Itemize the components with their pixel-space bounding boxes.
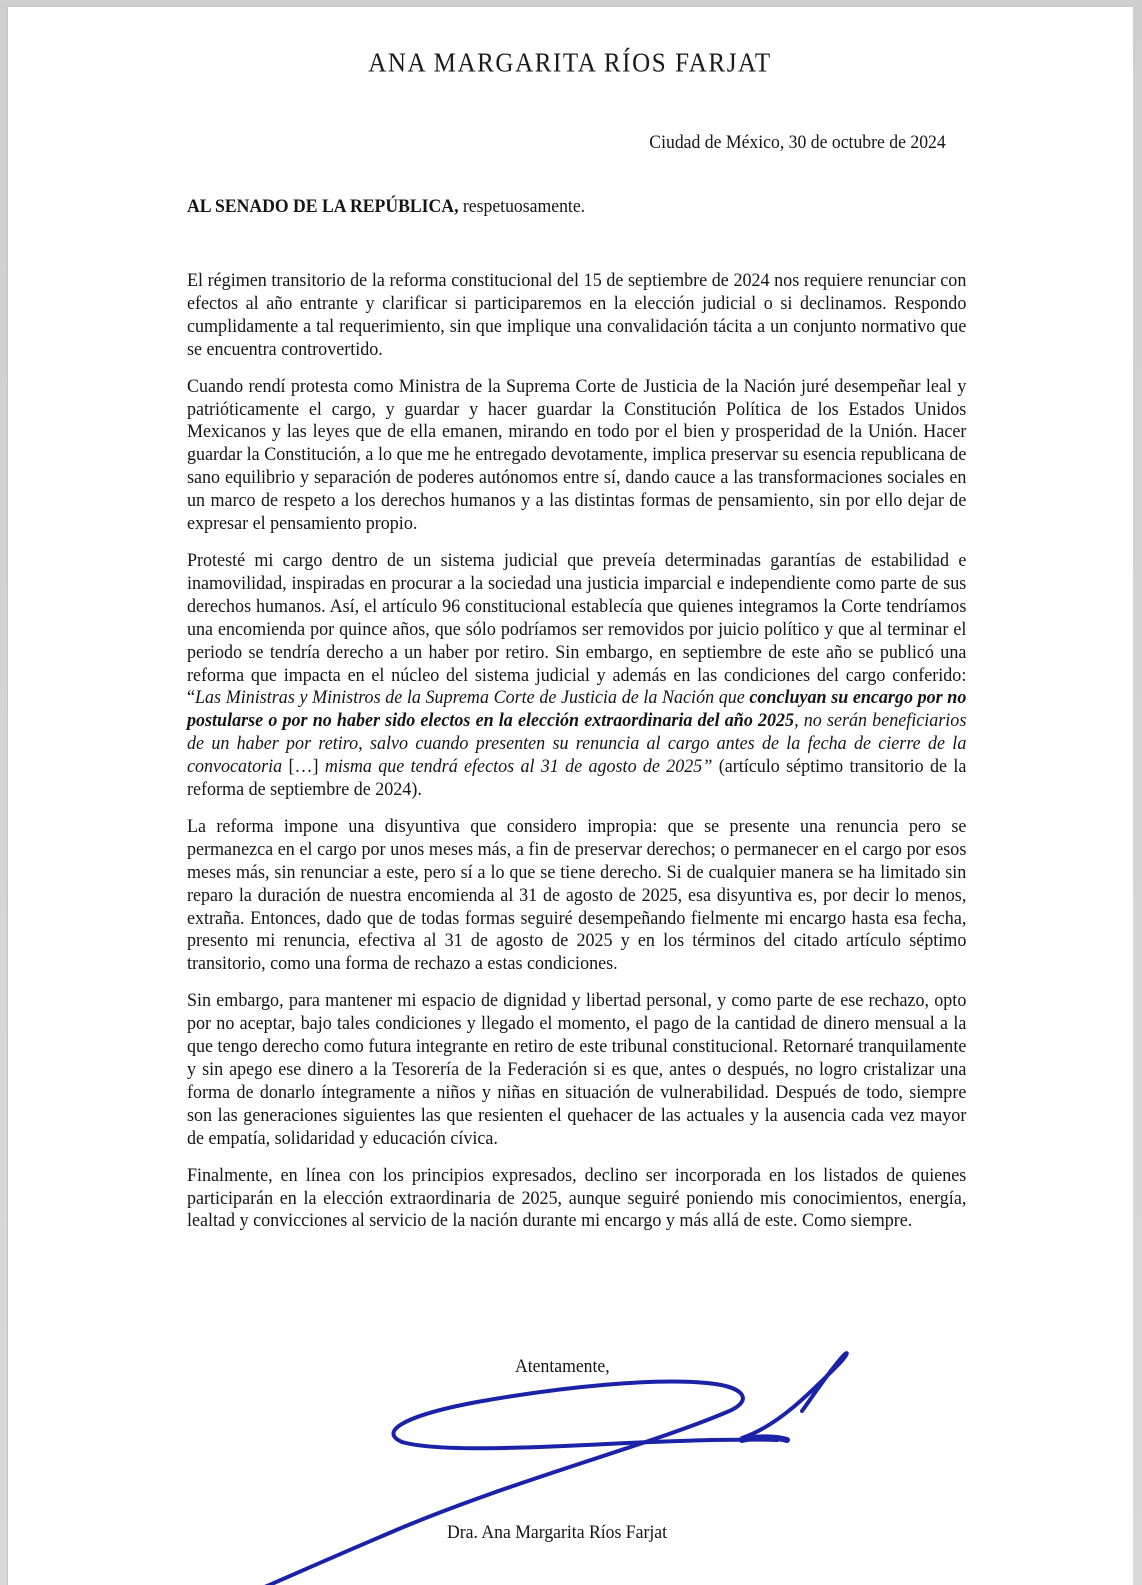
addressee [187,196,585,218]
valediction: Atentamente, [515,1356,610,1377]
paragraph-5: Sin embargo, para mantener mi espacio de dignidad y libertad personal, y como parte de ese rechazo, opto por no aceptar, bajo tales condiciones y llegado el momento, el pago de la cantidad de dinero mensual a la que tengo derecho como futura integrante en retiro de este tribunal constitucional. Retornaré tranquilamente y sin apego ese dinero a la Tesorería de la Federación si es que, antes o después, no logro cristalizar una forma de donarlo íntegramente a niños y niñas en situación de vulnerabilidad. Después de todo, siempre son las generaciones siguientes las que resienten el quehacer de las actuales y la ausencia cada vez mayor de empatía, solidaridad y educación cívica. [187,990,967,1149]
paragraph-1: El régimen transitorio de la reforma constitucional del 15 de septiembre de 2024 nos requiere renunciar con efectos al año entrante y clarificar si participaremos en la elección judicial o si declinamos. Respondo cumplidamente a tal requerimiento, sin que implique una convalidación tácita a un conjunto normativo que se encuentra controvertido. [187,270,967,360]
letterhead-name: ANA MARGARITA RÍOS FARJAT [368,48,772,79]
paragraph-3 [187,550,966,802]
quoted-law-italic-3: misma que tendrá efectos al 31 de agosto de 2025” [318,756,713,778]
letter-body [187,270,966,1247]
addressee-recipient: AL SENADO DE LA REPÚBLICA, [187,196,459,217]
place-and-date: Ciudad de México, 30 de octubre de 2024 [649,132,946,153]
quoted-law-ellipsis: […] [288,756,319,778]
quoted-law-bold-italic: concluyan su encargo por no postularse o por no haber sido electos en la elección extraordinaria del año 2025 [187,687,967,732]
paragraph-3-intro: Protesté mi cargo dentro de un sistema judicial que preveía determinadas garantías de estabilidad e inamovilidad, inspiradas en procurar a la sociedad una justicia imparcial e independiente como parte de sus derechos humanos. Así, el artículo 96 constitucional establecía que quienes integramos la Corte tendríamos una encomienda por quince años, que sólo podríamos ser removidos por juicio político y que al terminar el periodo se tendría derecho a un haber por retiro. Sin embargo, en septiembre de este año se publicó una reforma que impacta en el núcleo del sistema judicial y además en las condiciones del cargo conferido: “ [187,549,967,709]
paragraph-4: La reforma impone una disyuntiva que considero impropia: que se presente una renuncia pero se permanezca en el cargo por unos meses más, a fin de preservar derechos; o permanecer en el cargo por esos meses más, sin renunciar a este, pero sí a lo que se tiene derecho. Si de cualquier manera se ha limitado sin reparo la duración de nuestra encomienda al 31 de agosto de 2025, esa disyuntiva es, por decir lo menos, extraña. Entonces, dado que de todas formas seguiré desempeñando fielmente mi encargo hasta esa fecha, presento mi renuncia, efectiva al 31 de agosto de 2025 y en los términos del citado artículo séptimo transitorio, como una forma de rechazo a estas condiciones. [187,815,967,975]
paragraph-2: Cuando rendí protesta como Ministra de la Suprema Corte de Justicia de la Nación juré desempeñar leal y patrióticamente el cargo, y guardar y hacer guardar la Constitución Política de los Estados Unidos Mexicanos y las leyes que de ella emanen, mirando en todo por el bien y prosperidad de la Unión. Hacer guardar la Constitución, a lo que me he entregado devotamente, implica preservar su esencia republicana de sano equilibrio y separación de poderes autónomos entre sí, dando cauce a las transformaciones sociales en un marco de respeto a los derechos humanos y a las distintas formas de pensamiento, sin por ello dejar de expresar el pensamiento propio. [187,375,967,535]
letter-page [7,6,1133,1585]
signer-name: Dra. Ana Margarita Ríos Farjat [447,1522,668,1543]
addressee-salutation: respetuosamente. [458,196,586,217]
quoted-law-italic-1: Las Ministras y Ministros de la Suprema Corte de Justicia de la Nación que [195,687,750,709]
paragraph-6: Finalmente, en línea con los principios expresados, declino ser incorporada en los listados de quienes participarán en la elección extraordinaria de 2025, aunque seguiré poniendo mis conocimientos, energía, lealtad y convicciones al servicio de la nación durante mi encargo y más allá de este. Como siempre. [187,1164,967,1232]
quoted-law-citation: (artículo séptimo transitorio de la reforma de septiembre de 2024). [187,756,967,801]
quoted-law-italic-2: , no serán beneficiarios de un haber por retiro, salvo cuando presenten su renuncia al cargo antes de la fecha de cierre de la convocatoria [187,710,967,778]
